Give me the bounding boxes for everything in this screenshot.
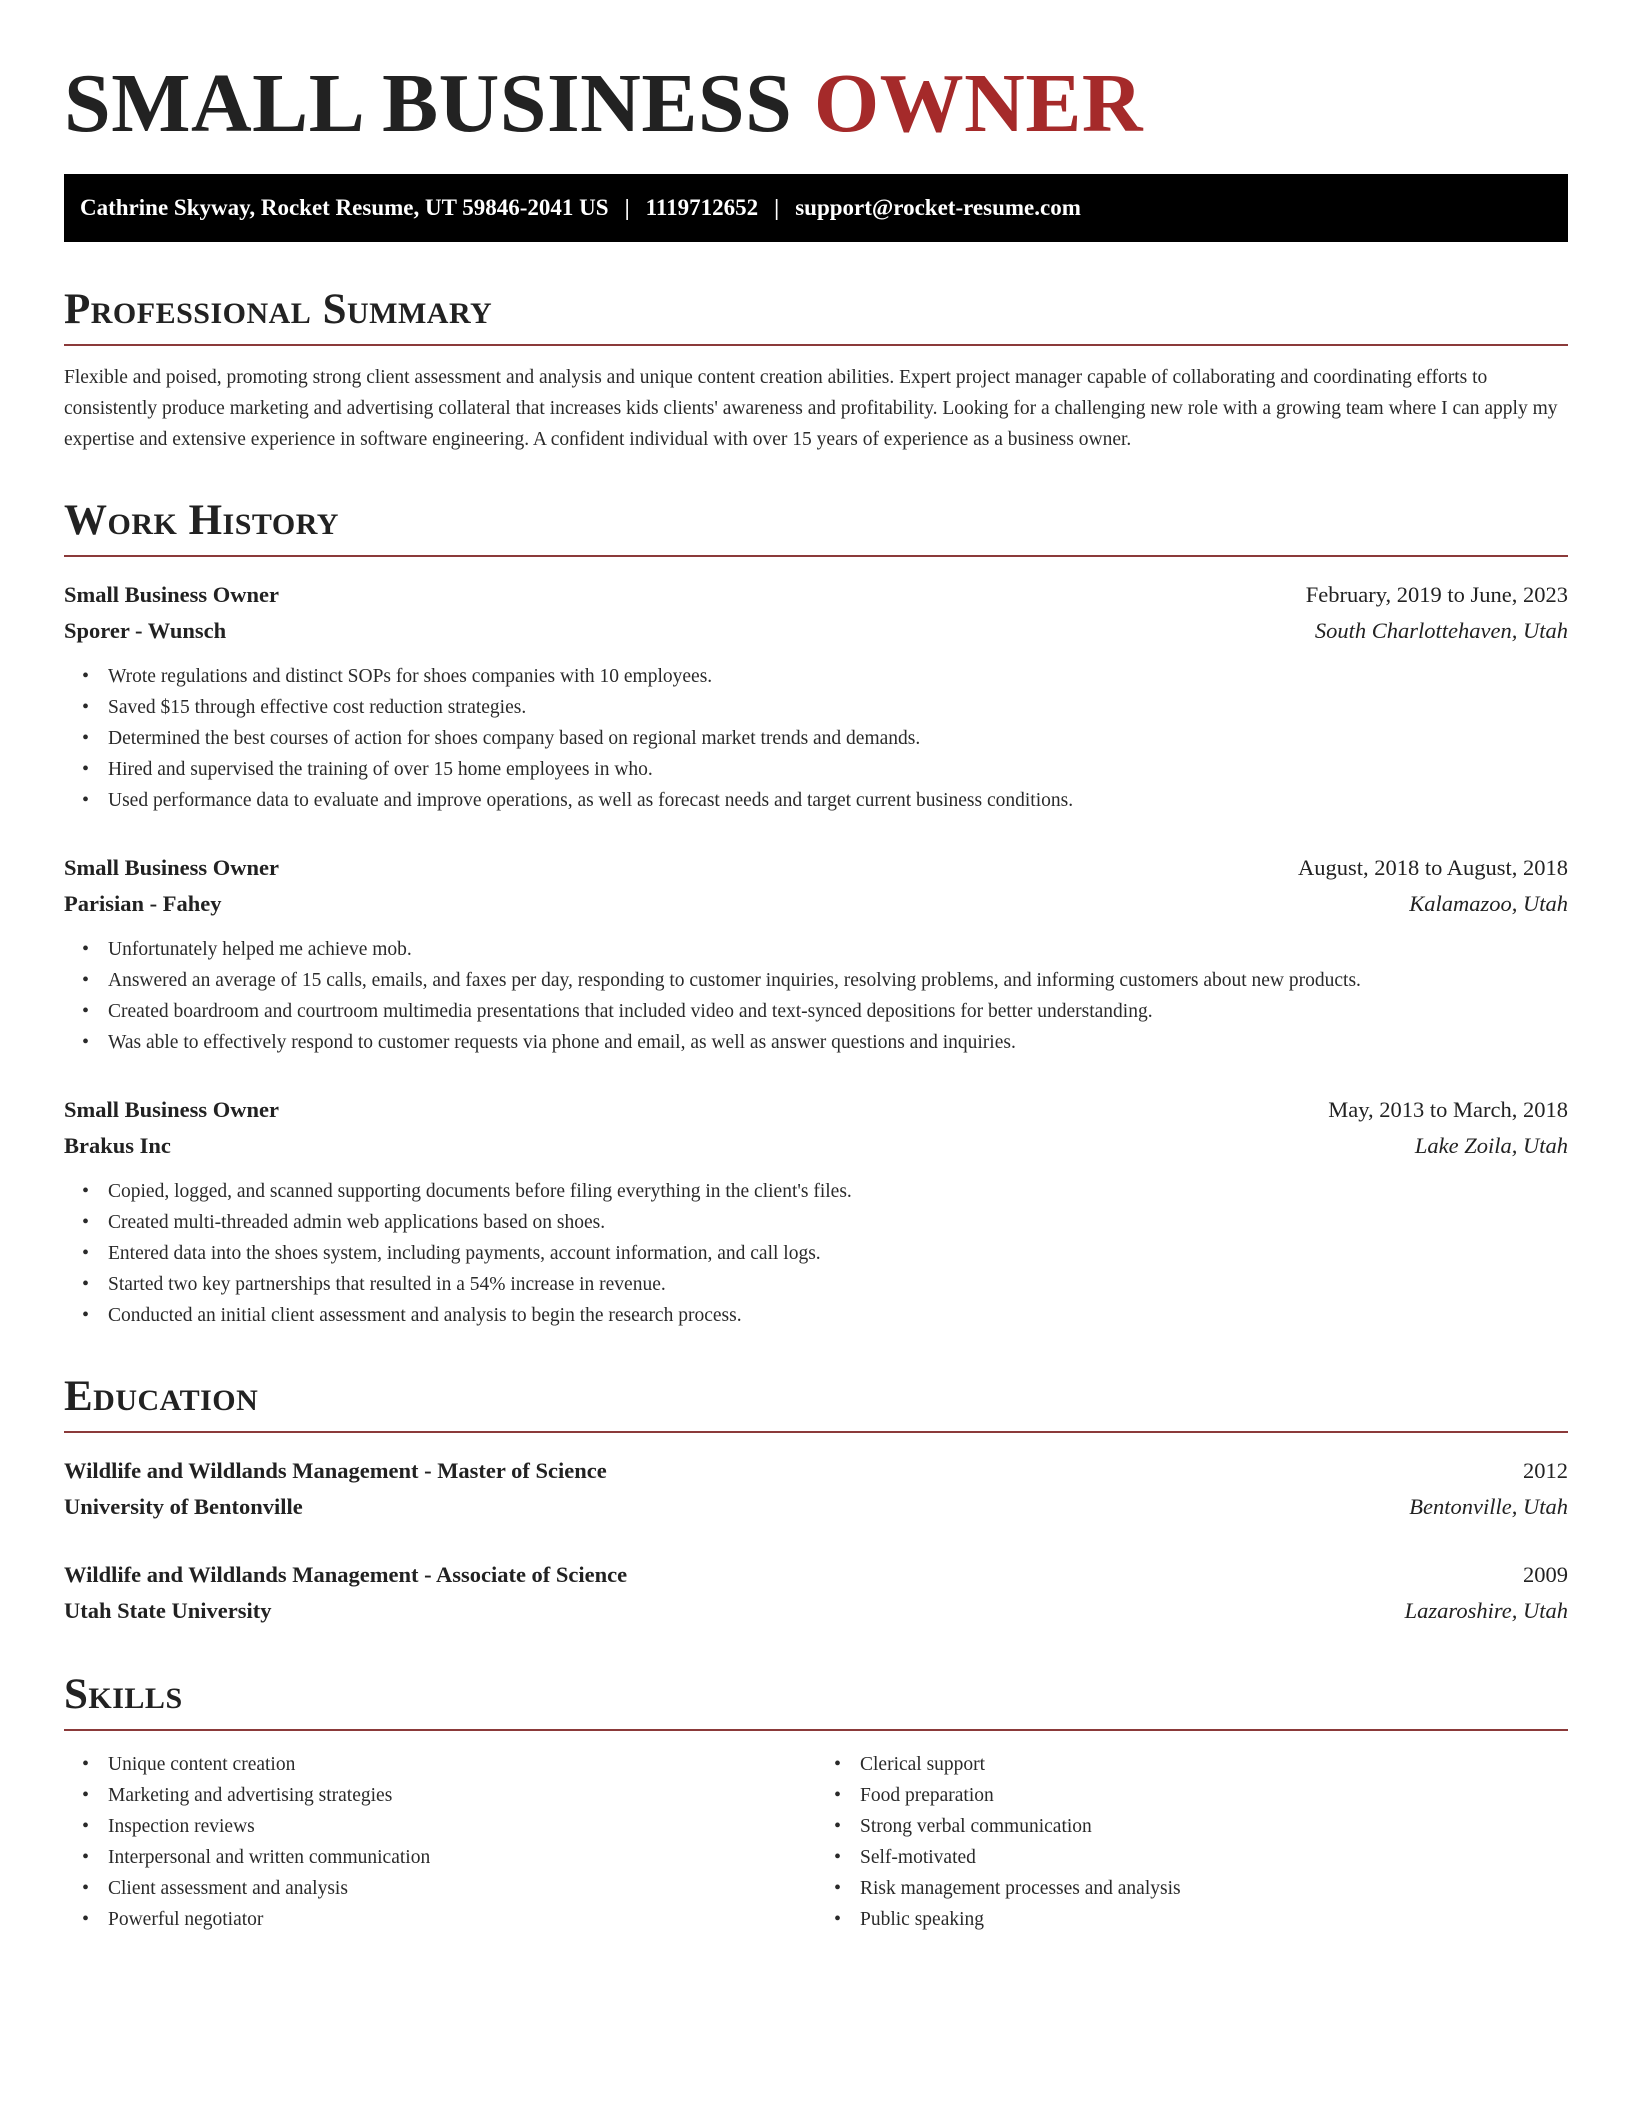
job-bullet: • Started two key partnerships that resulted in a 54% increase in revenue. xyxy=(108,1269,1568,1300)
contact-separator: | xyxy=(624,195,630,220)
contact-email: support@rocket-resume.com xyxy=(795,195,1081,220)
job-bullet: • Hired and supervised the training of over 15 home employees in who. xyxy=(108,754,1568,785)
skill-item: • Risk management processes and analysis xyxy=(860,1873,1568,1904)
job-bullet: • Conducted an initial client assessment and analysis to begin the research process. xyxy=(108,1300,1568,1331)
job-entry xyxy=(64,1092,1568,1331)
job-location: South Charlottehaven, Utah xyxy=(1314,618,1568,643)
education-school: Utah State University xyxy=(64,1598,272,1623)
job-bullet: • Entered data into the shoes system, including payments, account information, and call logs. xyxy=(108,1238,1568,1269)
education-year: 2009 xyxy=(1523,1562,1568,1587)
job-title-row xyxy=(64,1092,1568,1128)
job-bullet: • Answered an average of 15 calls, emails, and faxes per day, responding to customer inquiries, resolving problems, and informing customers about new products. xyxy=(108,965,1568,996)
skill-item: • Powerful negotiator xyxy=(108,1904,816,1935)
job-bullet: • Created boardroom and courtroom multimedia presentations that included video and text-synced depositions for better understanding. xyxy=(108,996,1568,1027)
skill-item: • Inspection reviews xyxy=(108,1811,816,1842)
education-entry xyxy=(64,1557,1568,1629)
title-main: SMALL BUSINESS xyxy=(64,57,793,150)
job-bullet: • Was able to effectively respond to customer requests via phone and email, as well as answer questions and inquiries. xyxy=(108,1027,1568,1058)
skill-item: • Clerical support xyxy=(860,1749,1568,1780)
skill-item: • Public speaking xyxy=(860,1904,1568,1935)
job-dates: August, 2018 to August, 2018 xyxy=(1297,855,1568,880)
education-school-row xyxy=(64,1489,1568,1525)
section-heading-education: Education xyxy=(64,1373,1568,1433)
job-company: Brakus Inc xyxy=(64,1133,171,1158)
job-company-row xyxy=(64,886,1568,922)
skill-item: • Marketing and advertising strategies xyxy=(108,1780,816,1811)
job-bullets xyxy=(64,934,1568,1058)
job-company-row xyxy=(64,613,1568,649)
job-company: Sporer - Wunsch xyxy=(64,618,227,643)
section-heading-work-history: Work History xyxy=(64,497,1568,557)
job-title-row xyxy=(64,577,1568,613)
job-entry xyxy=(64,850,1568,1058)
job-title: Small Business Owner xyxy=(64,1097,280,1122)
job-company-row xyxy=(64,1128,1568,1164)
job-company: Parisian - Fahey xyxy=(64,891,222,916)
education-year: 2012 xyxy=(1523,1458,1568,1483)
job-bullets xyxy=(64,661,1568,816)
resume-title xyxy=(64,56,1568,152)
education-degree-row xyxy=(64,1557,1568,1593)
job-bullet: • Created multi-threaded admin web applications based on shoes. xyxy=(108,1207,1568,1238)
job-title: Small Business Owner xyxy=(64,582,280,607)
skill-item: • Strong verbal communication xyxy=(860,1811,1568,1842)
job-bullets xyxy=(64,1176,1568,1331)
summary-text: Flexible and poised, promoting strong client assessment and analysis and unique content creation abilities. Expert project manager capable of collaborating and coordinating efforts to consistently produce marketing and advertising collateral that increases kids clients' awareness and profitability. Looking for a challenging new role with a growing team where I can apply my expertise and extensive experience in software engineering. A confident individual with over 15 years of experience as a business owner. xyxy=(64,367,1558,450)
skill-item: • Client assessment and analysis xyxy=(108,1873,816,1904)
education-degree: Wildlife and Wildlands Management - Master of Science xyxy=(64,1458,607,1483)
job-title-row xyxy=(64,850,1568,886)
education-location: Bentonville, Utah xyxy=(1409,1494,1568,1519)
job-dates: February, 2019 to June, 2023 xyxy=(1305,582,1568,607)
contact-separator: | xyxy=(774,195,780,220)
education-degree-row xyxy=(64,1453,1568,1489)
skill-item: • Interpersonal and written communication xyxy=(108,1842,816,1873)
education-school-row xyxy=(64,1593,1568,1629)
job-bullet: • Determined the best courses of action for shoes company based on regional market trends and demands. xyxy=(108,723,1568,754)
job-bullet: • Used performance data to evaluate and improve operations, as well as forecast needs and target current business conditions. xyxy=(108,785,1568,816)
education-list xyxy=(64,1453,1568,1629)
job-bullet: • Wrote regulations and distinct SOPs for shoes companies with 10 employees. xyxy=(108,661,1568,692)
section-heading-skills: Skills xyxy=(64,1671,1568,1731)
job-title: Small Business Owner xyxy=(64,855,280,880)
job-bullet: • Copied, logged, and scanned supporting documents before filing everything in the client's files. xyxy=(108,1176,1568,1207)
title-accent: OWNER xyxy=(813,57,1144,150)
education-degree: Wildlife and Wildlands Management - Associate of Science xyxy=(64,1562,628,1587)
skills-column-right xyxy=(816,1749,1568,1935)
skills-grid xyxy=(64,1749,1568,1935)
contact-bar xyxy=(64,174,1568,242)
job-entry xyxy=(64,577,1568,816)
job-location: Lake Zoila, Utah xyxy=(1414,1133,1568,1158)
job-bullet: • Unfortunately helped me achieve mob. xyxy=(108,934,1568,965)
skill-item: • Self-motivated xyxy=(860,1842,1568,1873)
skill-item: • Unique content creation xyxy=(108,1749,816,1780)
job-dates: May, 2013 to March, 2018 xyxy=(1328,1097,1568,1122)
contact-phone: 1119712652 xyxy=(645,195,759,220)
skill-item: • Food preparation xyxy=(860,1780,1568,1811)
education-entry xyxy=(64,1453,1568,1525)
contact-address: Cathrine Skyway, Rocket Resume, UT 59846-2041 US xyxy=(80,195,609,220)
section-heading-summary: Professional Summary xyxy=(64,286,1568,346)
education-school: University of Bentonville xyxy=(64,1494,303,1519)
job-bullet: • Saved $15 through effective cost reduction strategies. xyxy=(108,692,1568,723)
work-history-list xyxy=(64,577,1568,1331)
job-location: Kalamazoo, Utah xyxy=(1409,891,1568,916)
skills-column-left xyxy=(64,1749,816,1935)
education-location: Lazaroshire, Utah xyxy=(1404,1598,1568,1623)
